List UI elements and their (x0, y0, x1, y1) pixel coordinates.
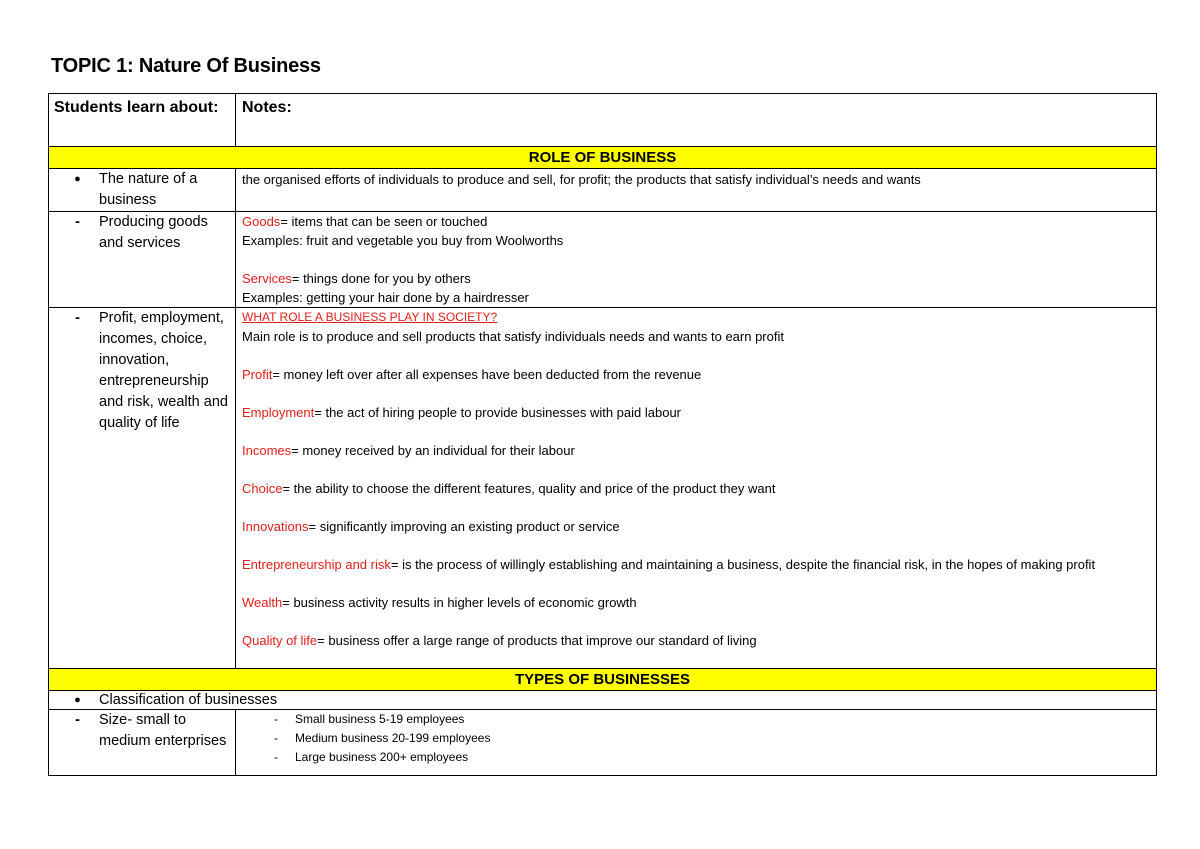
topic-label: Size- small to medium enterprises (99, 712, 227, 749)
list-item: - Medium business 20-199 employees (274, 729, 1156, 748)
definition-line (242, 212, 1156, 231)
main-role-text: Main role is to produce and sell products that satisfy individuals needs and wants to earn profit (242, 329, 784, 344)
section-row-role (49, 147, 1157, 169)
example-line: Examples: getting your hair done by a hairdresser (242, 290, 529, 305)
table-row (49, 710, 1157, 776)
list-item (54, 308, 235, 434)
example-line: Examples: fruit and vegetable you buy from Woolworths (242, 233, 564, 248)
definition-line (242, 517, 1156, 536)
definition: = items that can be seen or touched (280, 214, 488, 229)
definition: = the act of hiring people to provide businesses with paid labour (314, 405, 682, 420)
table-row (49, 169, 1157, 212)
header-notes: Notes: (236, 94, 1157, 147)
definition-line (242, 441, 1156, 460)
section-heading-role-of-business: ROLE OF BUSINESS (49, 147, 1157, 169)
definition: = things done for you by others (291, 271, 471, 286)
header-students-learn-about: Students learn about: (49, 94, 236, 147)
definition-line (242, 631, 1156, 650)
topic-label: Producing goods and services (99, 214, 208, 251)
header-row (49, 94, 1157, 147)
list-item (54, 169, 235, 211)
definition-line (242, 269, 1156, 288)
term: Incomes (242, 443, 292, 458)
list-item (54, 710, 235, 752)
definition: = significantly improving an existing product or service (308, 519, 620, 534)
term: Services (242, 271, 292, 286)
bullet-icon: ● (74, 694, 81, 706)
notes-table (48, 93, 1157, 776)
section-heading-types-of-businesses: TYPES OF BUSINESSES (49, 669, 1157, 691)
definition: = the ability to choose the different features, quality and price of the product they want (282, 481, 776, 496)
definition-line (242, 593, 1156, 612)
note-text: the organised efforts of individuals to produce and sell, for profit; the products that satisfy individual’s needs and wants (236, 169, 1157, 212)
definition: = money received by an individual for their labour (291, 443, 575, 458)
topic-label: The nature of a business (99, 171, 198, 208)
list-item (54, 212, 235, 254)
note-cell (236, 212, 1157, 308)
bullet-icon: ● (74, 173, 81, 185)
topic-label: Classification of businesses (99, 692, 278, 708)
definition: = business activity results in higher levels of economic growth (282, 595, 637, 610)
term: Choice (242, 481, 283, 496)
term: Profit (242, 367, 273, 382)
term: Employment (242, 405, 315, 420)
list-item: - Large business 200+ employees (274, 748, 1156, 767)
definition-line (242, 555, 1156, 574)
definition: = is the process of willingly establishing and maintaining a business, despite the financial risk, in the hopes of making profit (390, 557, 1096, 572)
dash-icon: - (75, 712, 80, 728)
definition-line (242, 479, 1156, 498)
note-cell (236, 308, 1157, 669)
table-row (49, 212, 1157, 308)
term: Innovations (242, 519, 309, 534)
term: Quality of life (242, 633, 318, 648)
table-row (49, 691, 1157, 710)
list-item (54, 691, 1156, 709)
list-item: - Small business 5-19 employees (274, 710, 1156, 729)
definition-line (242, 365, 1156, 384)
page-title: TOPIC 1: Nature Of Business (51, 55, 321, 77)
term: Wealth (242, 595, 283, 610)
section-row-types (49, 669, 1157, 691)
definition: = money left over after all expenses have been deducted from the revenue (272, 367, 702, 382)
dash-icon: - (75, 310, 80, 326)
term: Goods (242, 214, 281, 229)
dash-icon: - (75, 214, 80, 230)
term: Entrepreneurship and risk (242, 557, 391, 572)
note-cell (236, 710, 1157, 776)
size-list (242, 710, 1156, 767)
definition-line (242, 403, 1156, 422)
question-heading: WHAT ROLE A BUSINESS PLAY IN SOCIETY? (242, 310, 498, 324)
table-row (49, 308, 1157, 669)
definition: = business offer a large range of products that improve our standard of living (317, 633, 757, 648)
topic-label: Profit, employment, incomes, choice, innovation, entrepreneurship and risk, wealth and quality of life (99, 310, 228, 431)
